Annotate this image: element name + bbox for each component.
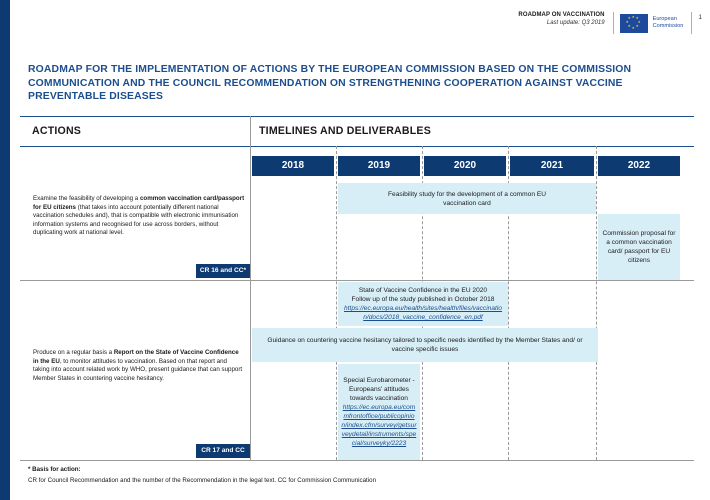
column-divider [250, 116, 251, 460]
year-2019: 2019 [338, 156, 420, 176]
eu-flag-icon: ★ ★ ★ ★ ★ ★ ★ ★ [620, 14, 648, 33]
year-2021: 2021 [510, 156, 594, 176]
table-top-rule [20, 116, 694, 117]
action-vaccine-confidence-report: Produce on a regular basis a Report on the State of Vaccine Confidence in the EU, to monitor attitudes to vaccination. Based on that report and taking into account related work by WHO, present guidance that can support Member States in countering vaccine hesitancy. [33, 349, 243, 382]
eurobarometer-bar: Special Eurobarometer - Europeans' attitudes towards vaccination https://ec.europa.eu/commfrontoffice/publicopinion/index.cfm/survey/getsurveydetail/instruments/special/surveyky/2223 [338, 364, 420, 460]
header-title: ROADMAP ON VACCINATION [518, 12, 605, 18]
basis-badge-cr17: CR 17 and CC [196, 444, 250, 458]
eurobarometer-link[interactable]: https://ec.europa.eu/commfrontoffice/publicopinion/index.cfm/survey/getsurveydetail/instruments/special/surveyky/2223 [341, 404, 417, 447]
european-commission-logo [613, 12, 684, 34]
action-vaccination-card: Examine the feasibility of developing a common vaccination card/passport for EU citizens (that takes into account potentially different national vaccination schedules and), that is compatible with electronic immunisation information systems and recognised for use across borders, without duplicating work at national level. [33, 195, 245, 237]
basis-badge-cr16: CR 16 and CC* [196, 264, 250, 278]
row-divider [20, 280, 694, 281]
page-title: ROADMAP FOR THE IMPLEMENTATION OF ACTIONS BY THE EUROPEAN COMMISSION BASED ON THE COMMISSION COMMUNICATION AND THE COUNCIL RECOMMENDATION ON STRENGTHENING COOPERATION AGAINST VACCINE PREVENTABLE DISEASES [28, 64, 632, 102]
logo-line-1: European [652, 16, 677, 23]
header-last-update: Last update: Q3 2019 [546, 20, 605, 26]
guidance-bar: Guidance on countering vaccine hesitancy tailored to specific needs identified by the Member States and/ or vaccine specific issues [252, 328, 598, 362]
header-text [518, 12, 604, 26]
state-of-confidence-bar: State of Vaccine Confidence in the EU 2020 Follow up of the study published in October 2018 https://ec.europa.eu/health/sites/health/files/vaccination/docs/2018_vaccine_confidence_en.pdf [338, 282, 508, 326]
year-2022: 2022 [598, 156, 680, 176]
timelines-column-header: TIMELINES AND DELIVERABLES [259, 125, 431, 137]
footnote-basis-text: CR for Council Recommendation and the number of the Recommendation in the legal text. CC for Commission Communication [28, 477, 377, 484]
year-divider [596, 146, 597, 460]
footnote-basis-label: * Basis for action: [28, 466, 81, 473]
left-accent-bar [0, 0, 10, 500]
state-report-link[interactable]: https://ec.europa.eu/health/sites/health/files/vaccination/docs/2018_vaccine_confidence_en.pdf [344, 305, 502, 321]
logo-line-2: Commission [652, 23, 684, 29]
logo-text [653, 16, 684, 30]
table-header-rule [20, 146, 694, 147]
year-2020: 2020 [424, 156, 506, 176]
table-bottom-rule [20, 460, 694, 461]
page-number: 1 [691, 12, 702, 34]
feasibility-study-bar: Feasibility study for the development of a common EU vaccination card [338, 183, 596, 214]
year-2018: 2018 [252, 156, 334, 176]
page-header [518, 12, 702, 36]
year-divider [336, 146, 337, 460]
actions-column-header: ACTIONS [32, 125, 82, 137]
commission-proposal-bar: Commission proposal for a common vaccination card/ passport for EU citizens [598, 214, 680, 280]
